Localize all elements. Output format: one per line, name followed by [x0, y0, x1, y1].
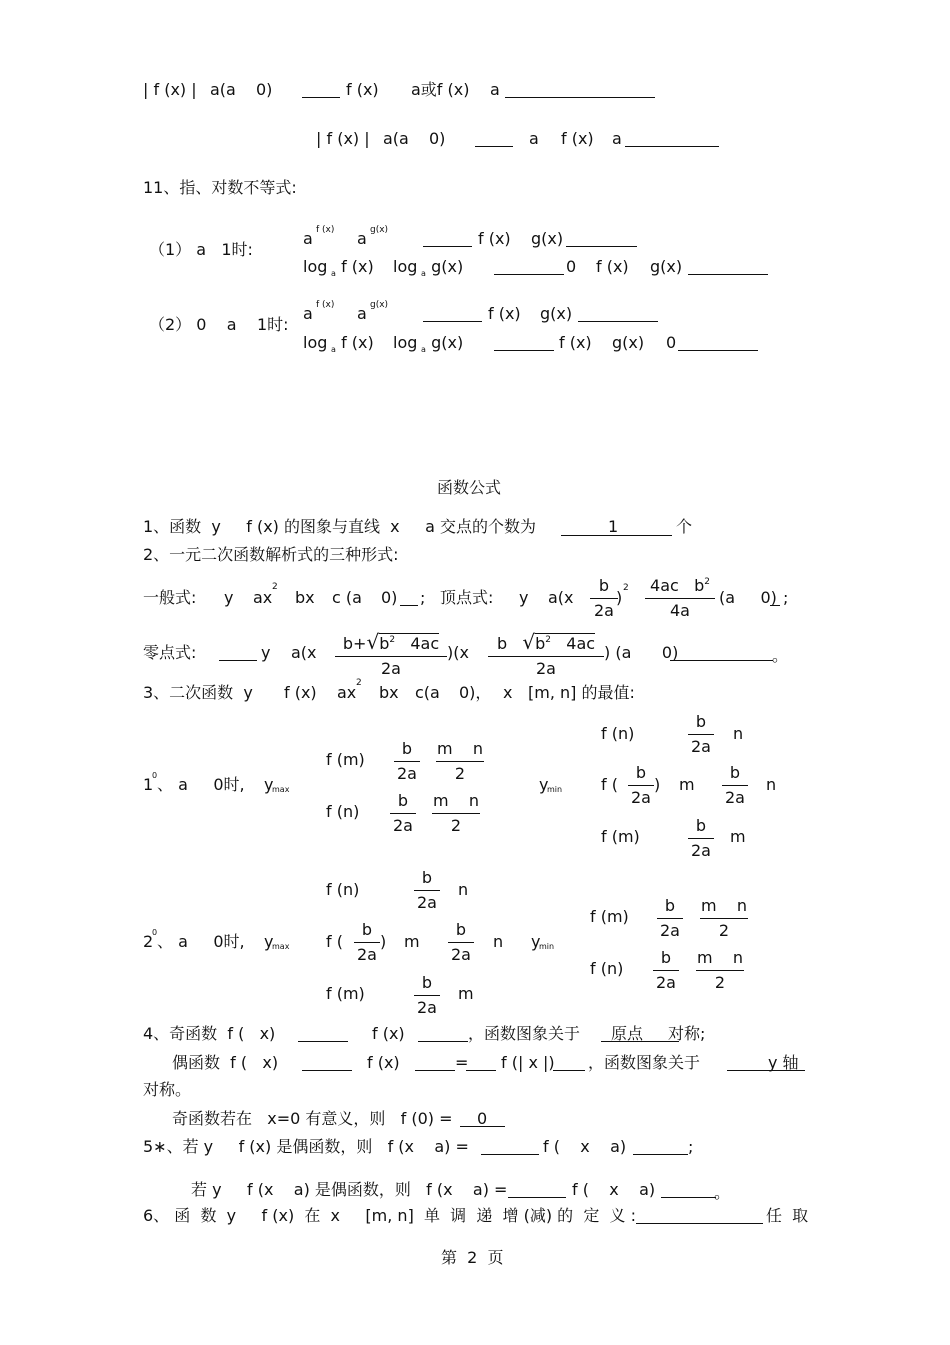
abs-fx: | f (x) |: [316, 129, 370, 148]
sup: 2: [545, 635, 551, 645]
fraction: [414, 975, 440, 1016]
fraction: [696, 950, 744, 991]
fraction: [390, 793, 416, 834]
fx: f (x): [372, 1024, 405, 1043]
item-text: 偶函数 f ( x): [172, 1053, 279, 1072]
f-open: f (: [326, 932, 343, 951]
log-base: a: [331, 345, 336, 354]
numerator: b: [421, 973, 433, 992]
blank: [418, 1041, 468, 1042]
denominator: 2: [450, 816, 462, 835]
abs-fx: | f (x) |: [143, 80, 197, 99]
fx: f (x): [596, 257, 629, 276]
denominator: 2: [714, 973, 726, 992]
zero: 0: [566, 257, 577, 276]
fx: f ( x a): [572, 1180, 656, 1199]
fraction-bar: [335, 656, 447, 657]
case-label: （2） 0 a 1时:: [149, 315, 289, 334]
fx: f (x): [478, 229, 511, 248]
fraction-bar: [414, 995, 440, 996]
blank: [298, 1041, 348, 1042]
item-text: 任 取: [766, 1206, 809, 1225]
period: 。: [714, 1183, 731, 1202]
exponent: g(x): [370, 300, 389, 310]
blank: [475, 146, 513, 147]
denominator: 2a: [691, 841, 711, 860]
numerator: [335, 632, 447, 652]
fraction: [657, 898, 683, 939]
numerator: b: [729, 763, 741, 782]
base-a: a: [357, 304, 367, 323]
form-label: 零点式:: [143, 643, 197, 662]
y: y: [261, 643, 271, 662]
exponent: g(x): [370, 225, 389, 235]
log: log: [393, 333, 418, 352]
fraction-bar: [696, 970, 744, 971]
page-number: 第 2 页: [441, 1248, 504, 1267]
fraction: [628, 765, 654, 806]
item-text: 6、 函 数 y f (x) 在 x [m, n] 单 调 递 增 (减) 的 定 义 :: [143, 1206, 636, 1225]
b: b: [535, 634, 546, 653]
blank: [505, 97, 655, 98]
fm: f (m): [601, 827, 640, 846]
numerator: b: [695, 816, 707, 835]
log-arg: g(x): [426, 333, 464, 352]
blank: [302, 97, 340, 98]
denominator: 2a: [631, 788, 651, 807]
base-a: a: [303, 304, 313, 323]
blank: [302, 1070, 352, 1071]
abs-fx2: f (x): [561, 129, 594, 148]
blank: [423, 246, 472, 247]
denominator: 2a: [417, 998, 437, 1017]
blank: [625, 146, 719, 147]
item-text: 4、奇函数 f ( x): [143, 1024, 276, 1043]
sep: ;: [688, 1137, 694, 1156]
numerator: b: [397, 791, 409, 810]
answer: 原点: [611, 1024, 644, 1043]
ac: 4ac: [410, 634, 440, 653]
denominator: 2a: [397, 764, 417, 783]
root-fraction-2: [488, 632, 604, 677]
blank: [636, 1223, 763, 1224]
num-text: 4ac b: [650, 576, 705, 595]
fx: f ( x a): [543, 1137, 627, 1156]
denominator: 2a: [357, 945, 377, 964]
a-x: a(x: [291, 643, 317, 662]
fraction-bar: [688, 734, 714, 735]
log-arg: f (x): [336, 333, 374, 352]
sqrt-icon: √: [522, 630, 536, 654]
y: y: [531, 932, 541, 951]
condition: ) (a 0): [604, 643, 679, 662]
denominator: 2a: [381, 659, 401, 678]
blank: [219, 660, 257, 661]
sub: min: [547, 785, 563, 794]
blank: [633, 1154, 688, 1155]
m: m: [458, 984, 474, 1003]
y: y: [519, 588, 529, 607]
fraction: [653, 950, 679, 991]
fm: f (m): [326, 750, 365, 769]
abs-fx2: f (x): [346, 80, 379, 99]
fraction: [414, 870, 440, 911]
sqrt-icon: √: [366, 630, 380, 654]
base-a: a: [303, 229, 313, 248]
fraction-bar: [394, 761, 420, 762]
case-label: （1） a 1时:: [149, 240, 253, 259]
abs-a2: a: [529, 129, 539, 148]
exponent: f (x): [316, 225, 335, 235]
blank: [678, 350, 758, 351]
fraction-bar: [645, 598, 715, 599]
item-text: ，函数图象关于: [588, 1053, 701, 1072]
answer: 0: [477, 1109, 488, 1128]
numerator: b: [660, 948, 672, 967]
f-open: f (: [601, 775, 618, 794]
zero: 0: [666, 333, 677, 352]
sup: 0: [152, 771, 158, 780]
y: y: [539, 775, 549, 794]
log-base: a: [421, 269, 426, 278]
fraction-bar: [436, 761, 484, 762]
sup: 0: [152, 928, 158, 937]
fx: f (x): [367, 1053, 400, 1072]
log: log: [393, 257, 418, 276]
fraction: [722, 765, 748, 806]
fx: f (x): [559, 333, 592, 352]
blank: [661, 1197, 716, 1198]
blank: [688, 274, 768, 275]
m: m: [679, 775, 695, 794]
numerator: b: [455, 920, 467, 939]
num-part: b: [496, 634, 508, 653]
answer: 1: [608, 517, 619, 536]
case-cond: 、 a 0时,: [157, 932, 245, 951]
m: m: [404, 932, 420, 951]
fraction-bar: [688, 838, 714, 839]
denominator: 2a: [725, 788, 745, 807]
b: b: [379, 634, 390, 653]
n: n: [493, 932, 504, 951]
sep: ;: [783, 588, 789, 607]
denominator: 2a: [451, 945, 471, 964]
range-text: [m, n] 的最值:: [528, 683, 635, 702]
numerator: b: [421, 868, 433, 887]
fraction: [448, 922, 474, 963]
unit: 个: [676, 517, 693, 536]
numerator: b: [695, 712, 707, 731]
numerator: [488, 632, 604, 652]
ax: ax: [253, 588, 273, 607]
period: 。: [772, 646, 789, 665]
denominator: 2: [718, 921, 730, 940]
gx: g(x): [650, 257, 683, 276]
case-cond: 、 a 0时,: [157, 775, 245, 794]
denominator: 2a: [656, 973, 676, 992]
item-text: 奇函数若在 x=0 有意义，则 f (0) =: [172, 1109, 453, 1128]
log-arg: f (x): [336, 257, 374, 276]
fraction: [590, 578, 618, 619]
condition: (a 0): [719, 588, 777, 607]
gx: g(x): [531, 229, 564, 248]
item-text: 3、二次函数 y: [143, 683, 253, 702]
item-2: 2、一元二次函数解析式的三种形式:: [143, 545, 399, 564]
abs-zero: 0): [256, 80, 273, 99]
numerator: b: [664, 896, 676, 915]
fraction: [432, 793, 480, 834]
f-close: ): [380, 932, 387, 951]
ax: ax: [337, 683, 357, 702]
fraction-bar: [354, 942, 380, 943]
denominator: 2a: [594, 601, 614, 620]
bx: bx: [295, 588, 315, 607]
numerator: m n: [436, 739, 484, 758]
blank: [494, 350, 554, 351]
fn: f (n): [601, 724, 635, 743]
paren: ): [616, 588, 623, 607]
fraction-bar: [590, 598, 618, 599]
numerator: m n: [696, 948, 744, 967]
denominator: 4a: [670, 601, 690, 620]
equals: =: [455, 1053, 469, 1072]
sup: 2: [356, 678, 362, 688]
numerator: b: [635, 763, 647, 782]
log-base: a: [421, 345, 426, 354]
blank: [508, 1197, 566, 1198]
fx: f (x): [488, 304, 521, 323]
blank: [481, 1154, 539, 1155]
form-label: 顶点式:: [440, 588, 494, 607]
fraction: [688, 714, 714, 755]
sup: 2: [623, 583, 629, 593]
zero: 0)，: [459, 683, 492, 702]
radicand: [535, 633, 595, 653]
page-heading: 函数公式: [437, 478, 502, 497]
denominator: 2a: [691, 737, 711, 756]
paren-x: )(x: [447, 643, 469, 662]
item-text: ，函数图象关于: [468, 1024, 581, 1043]
fn: f (n): [326, 880, 360, 899]
fraction: [700, 898, 748, 939]
blank: [423, 321, 482, 322]
fraction-bar: [653, 970, 679, 971]
item-text: 对称;: [668, 1024, 706, 1043]
denominator: 2: [454, 764, 466, 783]
x: x: [503, 683, 513, 702]
fraction-bar: [628, 785, 654, 786]
sub: min: [539, 942, 555, 951]
exponent: f (x): [316, 300, 335, 310]
abs-a: a(a: [383, 129, 409, 148]
f-close: ): [654, 775, 661, 794]
f-abs: f (| x |): [501, 1053, 555, 1072]
fraction-bar: [488, 656, 604, 657]
numerator: b: [401, 739, 413, 758]
item-text: 5∗、若 y f (x) 是偶函数，则 f (x a) =: [143, 1137, 469, 1156]
fraction-bar: [390, 813, 416, 814]
fraction: [436, 741, 484, 782]
item-text: 1、函数 y f (x) 的图象与直线 x a 交点的个数为: [143, 517, 536, 536]
abs-or: a或f (x): [411, 80, 470, 99]
n: n: [766, 775, 777, 794]
blank: [415, 1070, 455, 1071]
numerator: m n: [700, 896, 748, 915]
gx: g(x): [540, 304, 573, 323]
sup: 2: [704, 577, 710, 587]
blank: [566, 246, 637, 247]
section-title-11: 11、指、对数不等式:: [143, 178, 297, 197]
answer: y 轴: [768, 1053, 799, 1072]
fraction: [688, 818, 714, 859]
blank: [770, 605, 780, 606]
blank: [670, 660, 773, 661]
fraction: [354, 922, 380, 963]
numerator: m n: [432, 791, 480, 810]
fraction-bar: [722, 785, 748, 786]
blank: [494, 274, 564, 275]
base-a: a: [357, 229, 367, 248]
abs-a2: a: [490, 80, 500, 99]
item-text: 若 y f (x a) 是偶函数，则 f (x a) =: [191, 1180, 508, 1199]
y: y: [224, 588, 234, 607]
n: n: [458, 880, 469, 899]
sup: 2: [272, 582, 278, 592]
log: log: [303, 333, 328, 352]
fm: f (m): [590, 907, 629, 926]
bx: bx: [379, 683, 399, 702]
log: log: [303, 257, 328, 276]
blank: [553, 1070, 585, 1071]
fm: f (m): [326, 984, 365, 1003]
c: c (a: [332, 588, 362, 607]
abs-a: a(a: [210, 80, 236, 99]
log-arg: g(x): [426, 257, 464, 276]
fraction-bar: [414, 890, 440, 891]
numerator: b: [361, 920, 373, 939]
numerator: [645, 578, 715, 594]
zero: 0): [381, 588, 398, 607]
fn: f (n): [590, 959, 624, 978]
fraction-bar: [657, 918, 683, 919]
sep: ;: [420, 588, 426, 607]
n: n: [733, 724, 744, 743]
sub: max: [272, 942, 290, 951]
case-num: 1: [143, 775, 154, 794]
denominator: 2a: [660, 921, 680, 940]
num-part: b+: [342, 634, 367, 653]
fx: f (x): [284, 683, 317, 702]
fraction-bar: [700, 918, 748, 919]
denominator: 2a: [417, 893, 437, 912]
gx: g(x): [612, 333, 645, 352]
fraction: [645, 578, 715, 619]
fn: f (n): [326, 802, 360, 821]
denominator: 2a: [393, 816, 413, 835]
abs-zero: 0): [429, 129, 446, 148]
m: m: [730, 827, 746, 846]
sup: 2: [389, 635, 396, 645]
fraction-bar: [448, 942, 474, 943]
log-base: a: [331, 269, 336, 278]
blank: [578, 321, 658, 322]
case-num: 2: [143, 932, 154, 951]
fraction: [394, 741, 420, 782]
denominator: 2a: [536, 659, 556, 678]
form-label: 一般式:: [143, 588, 197, 607]
sub: max: [272, 785, 290, 794]
ac: 4ac: [566, 634, 596, 653]
y: y: [264, 932, 274, 951]
abs-a3: a: [612, 129, 622, 148]
numerator: b: [598, 576, 610, 595]
blank: [466, 1070, 496, 1071]
radicand: [379, 633, 439, 653]
item-text: 对称。: [143, 1080, 192, 1099]
root-fraction-1: [335, 632, 447, 677]
c: c(a: [415, 683, 440, 702]
blank: [400, 605, 418, 606]
a-x: a(x: [548, 588, 574, 607]
y: y: [264, 775, 274, 794]
fraction-bar: [432, 813, 480, 814]
